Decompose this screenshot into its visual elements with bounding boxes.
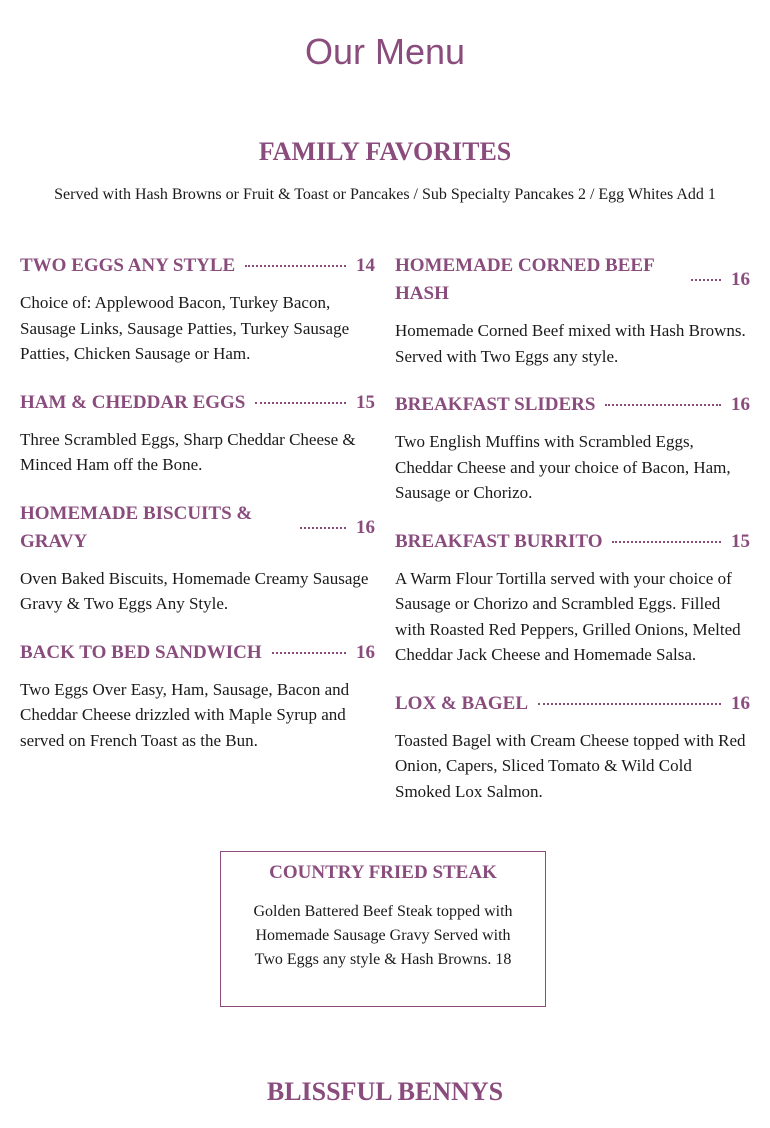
menu-item-description: Choice of: Applewood Bacon, Turkey Bacon, Sausage Links, Sausage Patties, Turkey Sausage Patties, Chicken Sausage or Ham. bbox=[20, 293, 350, 363]
menu-item-name: LOX & BAGEL bbox=[395, 692, 529, 714]
menu-item-price: 15 bbox=[356, 391, 375, 413]
menu-item-price: 14 bbox=[356, 255, 375, 276]
menu-item-description: Oven Baked Biscuits, Homemade Creamy Sausage Gravy & Two Eggs Any Style. bbox=[20, 568, 369, 613]
menu-item bbox=[395, 528, 750, 668]
dotted-leader bbox=[538, 703, 721, 705]
menu-item bbox=[395, 690, 750, 805]
menu-item bbox=[20, 252, 375, 367]
menu-item bbox=[20, 639, 375, 754]
menu-column-right bbox=[395, 252, 750, 826]
menu-item bbox=[395, 252, 750, 369]
menu-item-name: TWO EGGS ANY STYLE bbox=[20, 255, 236, 276]
menu-item-name: HAM & CHEDDAR EGGS bbox=[20, 391, 246, 413]
menu-item-price: 16 bbox=[356, 516, 375, 538]
menu-item bbox=[20, 500, 375, 617]
dotted-leader bbox=[245, 265, 346, 267]
menu-item-description: Two English Muffins with Scrambled Eggs, Cheddar Cheese and your choice of Bacon, Ham, Sausage or Chorizo. bbox=[395, 432, 731, 502]
dotted-leader bbox=[255, 402, 346, 404]
menu-item-description: Three Scrambled Eggs, Sharp Cheddar Cheese & Minced Ham off the Bone. bbox=[20, 429, 356, 474]
menu-item-price: 16 bbox=[731, 269, 750, 290]
dotted-leader bbox=[691, 279, 721, 281]
menu-item-price: 16 bbox=[731, 692, 750, 714]
featured-item-box bbox=[220, 851, 546, 1007]
menu-column-left bbox=[20, 252, 375, 775]
menu-item-price: 16 bbox=[731, 394, 750, 415]
menu-item-price: 15 bbox=[731, 530, 750, 552]
menu-item-description: Toasted Bagel with Cream Cheese topped with Red Onion, Capers, Sliced Tomato & Wild Cold Smoked Lox Salmon. bbox=[395, 730, 746, 801]
featured-item-description: Golden Battered Beef Steak topped with Homemade Sausage Gravy Served with Two Eggs any style & Hash Browns. 18 bbox=[253, 903, 513, 968]
menu-item-description: A Warm Flour Tortilla served with your choice of Sausage or Chorizo and Scrambled Eggs. Filled with Roasted Red Peppers, Grilled Onions, Melted Cheddar Jack Cheese and Homemade Salsa. bbox=[395, 568, 741, 664]
menu-item-name: BACK TO BED SANDWICH bbox=[20, 641, 262, 663]
dotted-leader bbox=[272, 652, 346, 654]
section-note: Served with Hash Browns or Fruit & Toast or Pancakes / Sub Specialty Pancakes 2 / Egg Whites Add 1 bbox=[54, 186, 716, 203]
menu-item-price: 16 bbox=[356, 641, 375, 663]
menu-item-name: BREAKFAST SLIDERS bbox=[395, 394, 596, 415]
menu-item-description: Two Eggs Over Easy, Ham, Sausage, Bacon and Cheddar Cheese drizzled with Maple Syrup and served on French Toast as the Bun. bbox=[20, 679, 350, 750]
dotted-leader bbox=[612, 541, 721, 543]
menu-item-name: HOMEMADE CORNED BEEF HASH bbox=[395, 255, 654, 304]
page-title: Our Menu bbox=[304, 31, 466, 72]
featured-item-name: COUNTRY FRIED STEAK bbox=[269, 862, 497, 883]
dotted-leader bbox=[605, 404, 721, 406]
section-title-blissful-bennys: BLISSFUL BENNYS bbox=[266, 1077, 504, 1106]
menu-item bbox=[395, 391, 750, 506]
menu-item-name: HOMEMADE BISCUITS & GRAVY bbox=[20, 502, 253, 552]
dotted-leader bbox=[300, 527, 346, 529]
menu-item-description: Homemade Corned Beef mixed with Hash Browns. Served with Two Eggs any style. bbox=[395, 321, 746, 366]
menu-item bbox=[20, 389, 375, 478]
section-title-family-favorites: FAMILY FAVORITES bbox=[258, 137, 512, 166]
menu-item-name: BREAKFAST BURRITO bbox=[395, 530, 603, 552]
